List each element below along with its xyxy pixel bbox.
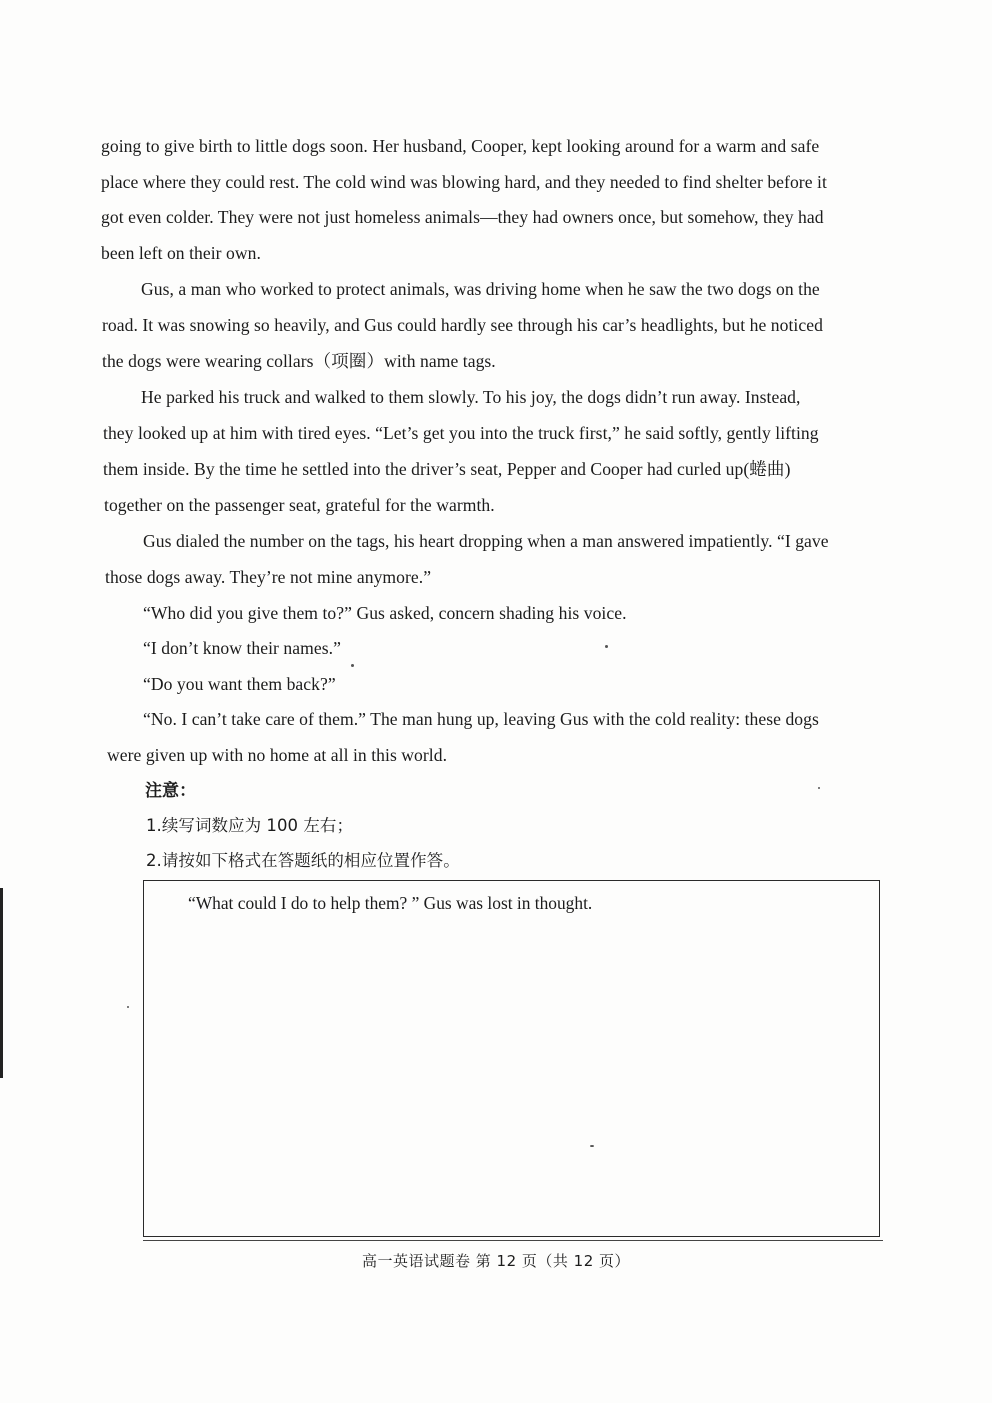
passage-line-15: “I don’t know their names.”: [143, 638, 341, 658]
passage-line-18: were given up with no home at all in this world.: [107, 745, 448, 765]
scan-speck: [605, 645, 608, 648]
scan-speck: [590, 1145, 594, 1147]
passage-line-12: Gus dialed the number on the tags, his heart dropping when a man answered impatiently. “I gave: [143, 531, 829, 551]
passage-line-17: “No. I can’t take care of them.” The man hung up, leaving Gus with the cold reality: these dogs: [143, 709, 819, 729]
answer-box-prompt: “What could I do to help them? ” Gus was lost in thought.: [188, 893, 593, 913]
passage-line-8: He parked his truck and walked to them slowly. To his joy, the dogs didn’t run away. Instead,: [141, 387, 801, 407]
note-item-1: 1.续写词数应为 100 左右；: [146, 816, 354, 835]
passage-line-11: together on the passenger seat, grateful for the warmth.: [104, 495, 495, 515]
notes-title: 注意：: [145, 781, 197, 801]
scan-edge-mark: [0, 888, 3, 1078]
passage-line-7: the dogs were wearing collars（项圈）with name tags.: [102, 351, 496, 371]
note-item-2: 2.请按如下格式在答题纸的相应位置作答。: [146, 851, 460, 870]
scan-speck: [351, 664, 354, 667]
passage-line-3: got even colder. They were not just homeless animals—they had owners once, but somehow, they had: [101, 207, 824, 227]
answer-box: [143, 880, 880, 1237]
passage-line-9: they looked up at him with tired eyes. “Let’s get you into the truck first,” he said softly, gently lifting: [103, 423, 819, 443]
page-footer: 高一英语试题卷 第 12 页（共 12 页）: [361, 1252, 630, 1270]
scan-speck: [127, 1006, 129, 1008]
answer-box-bottom-rule: [143, 1240, 883, 1241]
passage-line-14: “Who did you give them to?” Gus asked, concern shading his voice.: [143, 603, 627, 623]
passage-line-10: them inside. By the time he settled into the driver’s seat, Pepper and Cooper had curled up(蜷曲): [103, 459, 791, 479]
passage-line-4: been left on their own.: [101, 243, 261, 263]
passage-line-2: place where they could rest. The cold wind was blowing hard, and they needed to find shelter before it: [101, 172, 827, 192]
passage-line-16: “Do you want them back?”: [143, 674, 336, 694]
passage-line-6: road. It was snowing so heavily, and Gus could hardly see through his car’s headlights, but he noticed: [102, 315, 823, 335]
scan-speck: [818, 787, 820, 789]
passage-line-5: Gus, a man who worked to protect animals, was driving home when he saw the two dogs on the: [141, 279, 820, 299]
passage-line-13: those dogs away. They’re not mine anymore.”: [105, 567, 432, 587]
passage-line-1: going to give birth to little dogs soon. Her husband, Cooper, kept looking around for a warm and safe: [101, 136, 820, 156]
